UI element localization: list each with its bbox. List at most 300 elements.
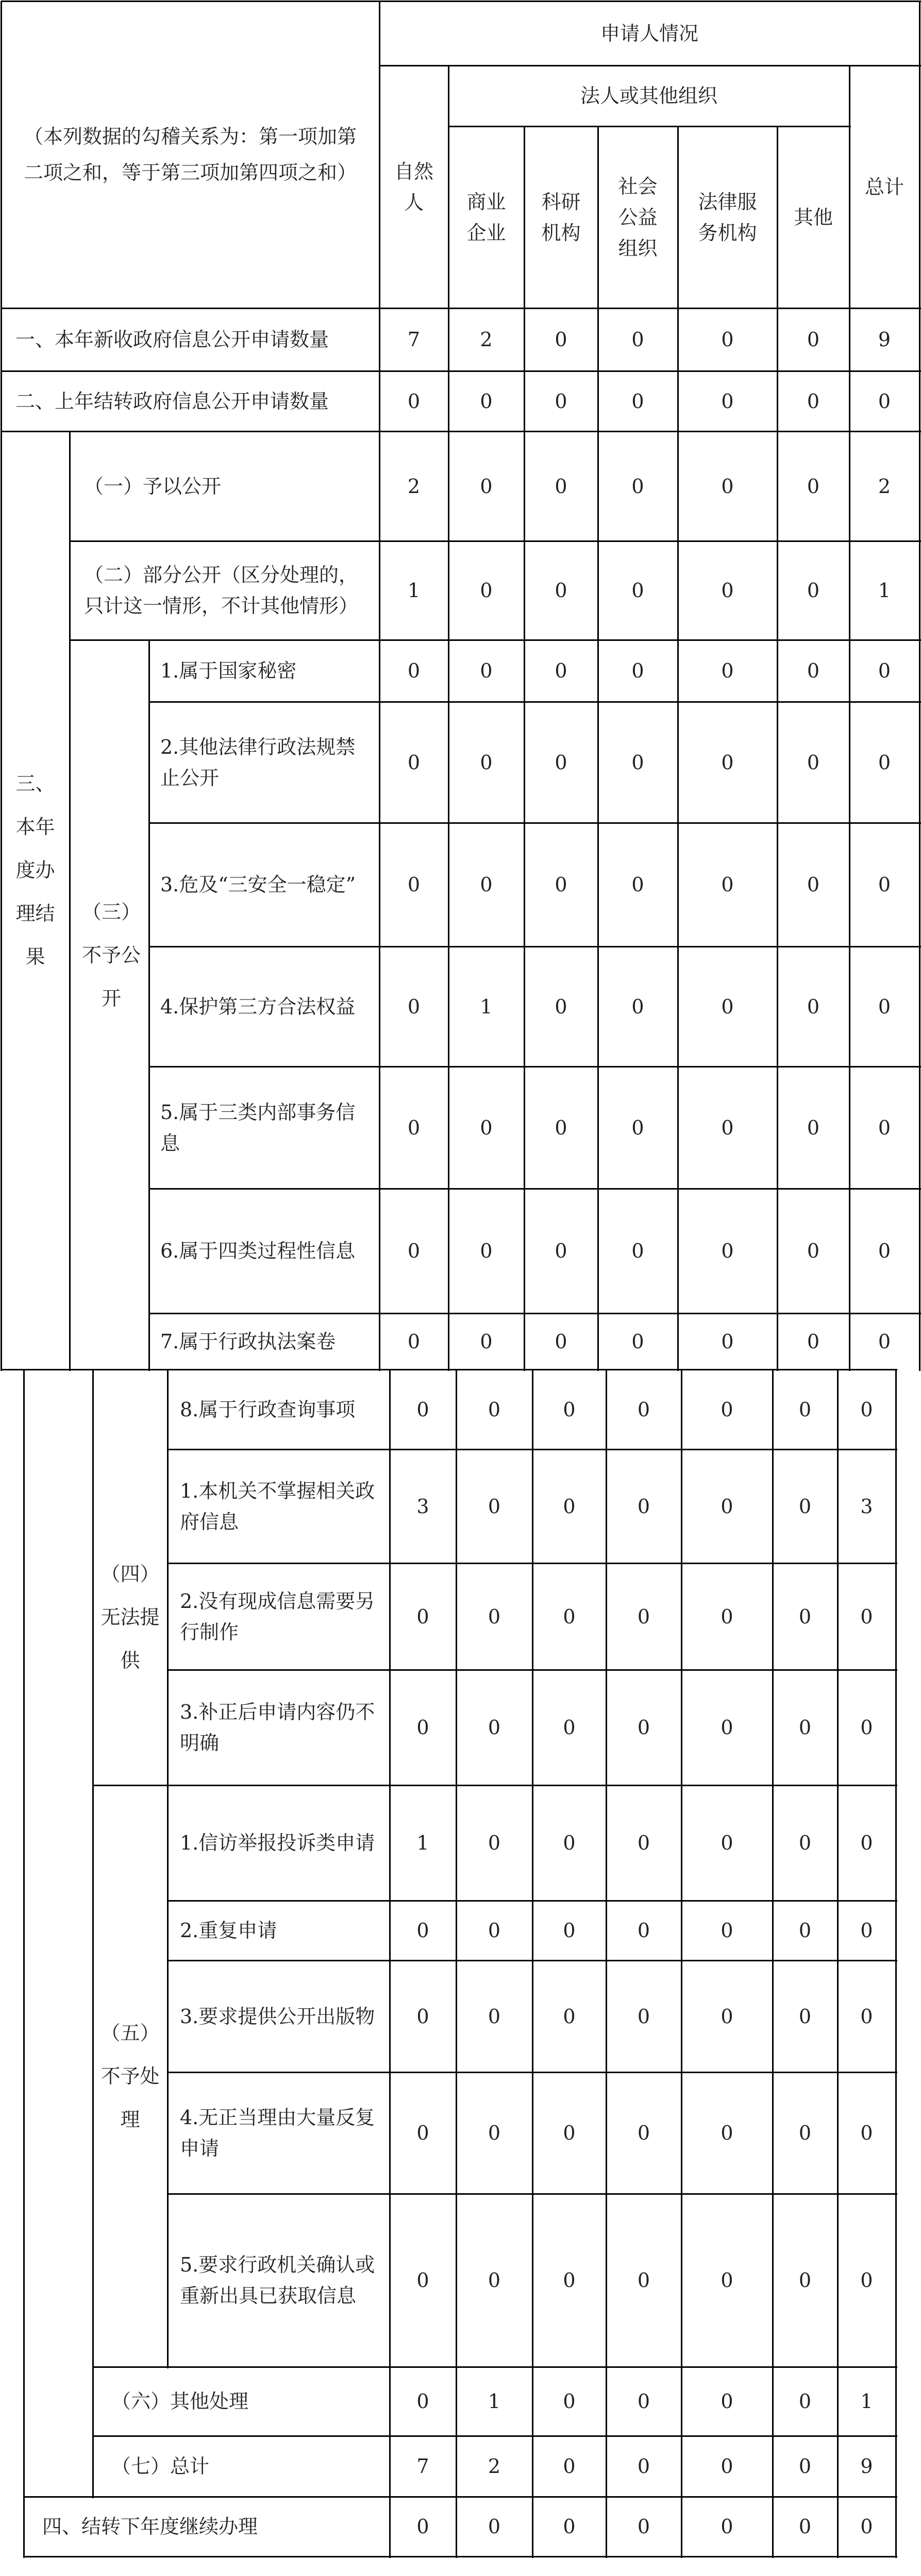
s3-label-text: 三、本年度办理结果	[15, 772, 55, 968]
row-value	[838, 1369, 896, 1449]
row-value-text: 1	[860, 2390, 873, 2413]
row-value	[379, 702, 448, 823]
row-value-text: 0	[407, 995, 421, 1018]
grid-line	[149, 946, 921, 947]
row-value	[598, 946, 678, 1066]
row-label-text: 1.属于国家秘密	[160, 659, 297, 682]
row-value	[678, 946, 777, 1066]
row-value-text: 0	[798, 1495, 812, 1518]
g3-label	[74, 541, 149, 1369]
row-label-text: 2.重复申请	[180, 1919, 277, 1942]
row-value	[606, 1785, 681, 1901]
row-value	[448, 308, 524, 371]
row-value	[838, 1785, 896, 1901]
grid-line	[837, 1369, 839, 2558]
row-value	[777, 946, 849, 1066]
row-value-text: 0	[563, 1398, 576, 1421]
row-value-text: 0	[807, 659, 820, 682]
row-label-text: 2.没有现成信息需要另行制作	[180, 1589, 375, 1643]
row-value	[448, 1313, 524, 1369]
row-value	[777, 371, 849, 431]
row-value	[681, 1670, 773, 1785]
row-label-text: 4.保护第三方合法权益	[160, 995, 356, 1018]
row-value	[838, 1670, 896, 1785]
row-value	[849, 1066, 919, 1189]
row-value	[681, 1449, 773, 1563]
row-value-text: 0	[488, 1832, 501, 1854]
row-value-text: 1	[488, 2390, 501, 2413]
row-value-text: 3	[860, 1495, 873, 1518]
row-value	[598, 371, 678, 431]
row-value-text: 0	[798, 2122, 812, 2144]
row-value	[606, 2194, 681, 2367]
row-value	[532, 2072, 606, 2194]
row-value	[524, 946, 598, 1066]
row-value-text: 0	[563, 2005, 576, 2028]
row-value-text: 0	[798, 2390, 812, 2413]
grid-line	[69, 431, 71, 1371]
row-value-text: 2	[407, 474, 421, 498]
row-label-text: 1.本机关不掌握相关政府信息	[180, 1479, 375, 1533]
row-value	[532, 1449, 606, 1563]
table-right-border	[919, 1, 920, 1371]
row-label	[93, 2436, 390, 2497]
row-value	[678, 371, 777, 431]
row-value-text: 0	[563, 1495, 576, 1518]
row-value-text: 1	[480, 995, 493, 1018]
grid-line	[23, 1369, 25, 2558]
row-value-text: 0	[555, 389, 567, 413]
table-bottom-border	[24, 2556, 897, 2557]
row-value-text: 0	[631, 328, 644, 351]
row-value-text: 0	[860, 2269, 873, 2292]
row-value	[681, 2194, 773, 2367]
row-value-text: 0	[555, 659, 567, 682]
row-value-text: 0	[637, 1716, 650, 1739]
row-value	[598, 1066, 678, 1189]
row-label	[168, 1670, 390, 1785]
row-value	[379, 541, 448, 640]
row-value-text: 0	[798, 1832, 812, 1854]
row-value-text: 1	[416, 1832, 429, 1854]
col-natural-person-text: 自然人	[394, 160, 433, 214]
row-value	[777, 541, 849, 640]
row-value	[838, 2194, 896, 2367]
row-value	[849, 541, 919, 640]
row-value-text: 0	[807, 474, 820, 498]
row-value-text: 0	[637, 2390, 650, 2413]
grid-line	[149, 701, 921, 703]
row-value	[849, 946, 919, 1066]
row-value	[379, 1189, 448, 1313]
row-value-text: 2	[480, 328, 493, 351]
row-value	[777, 1189, 849, 1313]
row-value	[448, 1189, 524, 1313]
row-value-text: 0	[480, 659, 493, 682]
row-value-text: 0	[721, 1116, 734, 1139]
row-value-text: 0	[563, 2455, 576, 2478]
row-value	[532, 1901, 606, 1960]
row-value-text: 0	[488, 2269, 501, 2292]
row-label-text: 3.要求提供公开出版物	[180, 2005, 375, 2028]
row-value	[838, 2497, 896, 2556]
row-value-text: 7	[407, 328, 421, 351]
row-value	[838, 2072, 896, 2194]
row-value	[379, 823, 448, 946]
row-value	[532, 1670, 606, 1785]
row-value-text: 9	[878, 328, 891, 351]
row-value-text: 0	[480, 389, 493, 413]
row-value-text: 0	[416, 2005, 429, 2028]
col-research	[524, 126, 598, 308]
row-value-text: 0	[860, 1919, 873, 1942]
g4-label-text: （四）无法提供	[101, 1563, 160, 1672]
row-value	[456, 1960, 532, 2072]
row-label	[168, 1960, 390, 2072]
row-label-text: 5.要求行政机关确认或重新出具已获取信息	[180, 2253, 375, 2307]
row-value-text: 0	[860, 2122, 873, 2144]
row-value	[606, 1901, 681, 1960]
row-value	[532, 2194, 606, 2367]
row-value	[678, 702, 777, 823]
row-value-text: 0	[480, 474, 493, 498]
row-value	[524, 823, 598, 946]
row-value	[681, 2497, 773, 2556]
row-value-text: 0	[807, 1240, 820, 1262]
row-value	[773, 1670, 838, 1785]
row-value-text: 0	[488, 1398, 501, 1421]
grid-line	[524, 126, 525, 1371]
grid-line	[456, 1369, 457, 2558]
grid-line	[448, 65, 449, 1371]
col-commercial-text: 商业企业	[466, 190, 506, 244]
header-legal-entities	[448, 65, 849, 126]
grid-line	[93, 2435, 897, 2437]
row-value	[681, 2072, 773, 2194]
row-value	[448, 371, 524, 431]
col-legal-service	[678, 126, 777, 308]
row-value	[390, 1563, 456, 1670]
row-label	[149, 1313, 379, 1369]
row-value	[379, 640, 448, 702]
row-value	[524, 308, 598, 371]
row-label-text: 5.属于三类内部事务信息	[160, 1100, 356, 1155]
row-value-text: 7	[416, 2455, 429, 2478]
row-value-text: 0	[488, 1605, 501, 1628]
row-value-text: 2	[488, 2455, 501, 2478]
header-applicant-situation-text: 申请人情况	[600, 22, 698, 45]
row-value	[532, 2367, 606, 2436]
grid-line	[448, 126, 851, 127]
row-value-text: 0	[480, 751, 493, 774]
row-label-text: （一）予以公开	[84, 474, 222, 498]
row-value	[390, 1785, 456, 1901]
row-value-text: 0	[555, 1240, 567, 1262]
row-value	[681, 1960, 773, 2072]
row-value-text: 0	[721, 389, 734, 413]
row-value	[456, 2367, 532, 2436]
row-value	[606, 2497, 681, 2556]
s3-label	[1, 371, 70, 1369]
row-value-text: 0	[416, 2515, 429, 2538]
grid-line	[149, 1066, 921, 1067]
row-value	[532, 1369, 606, 1449]
row-value-text: 0	[860, 1398, 873, 1421]
row-label-text: 3.危及“三安全一稳定”	[160, 873, 356, 896]
row-value	[838, 2436, 896, 2497]
row-value	[681, 2367, 773, 2436]
row-value-text: 0	[798, 2269, 812, 2292]
row-value	[448, 1066, 524, 1189]
row-value-text: 0	[416, 1716, 429, 1739]
row-value-text: 0	[407, 1330, 421, 1353]
row-value-text: 0	[637, 2515, 650, 2538]
col-public-welfare	[598, 126, 678, 308]
row-value-text: 0	[631, 995, 644, 1018]
row-value-text: 0	[407, 751, 421, 774]
row-value	[678, 431, 777, 541]
col-commercial	[448, 126, 524, 308]
row-label	[93, 2367, 390, 2436]
col-public-welfare-text: 社会公益组织	[618, 175, 658, 260]
row-value	[773, 1369, 838, 1449]
row-value-text: 0	[555, 474, 567, 498]
row-value	[598, 1189, 678, 1313]
row-label-text: 2.其他法律行政法规禁止公开	[160, 735, 356, 789]
row-value	[849, 640, 919, 702]
row-value-text: 0	[878, 873, 891, 896]
row-value-text: 0	[721, 474, 734, 498]
row-value-text: 0	[488, 2005, 501, 2028]
row-label	[168, 1449, 390, 1563]
row-value-text: 0	[416, 2122, 429, 2144]
row-value	[849, 371, 919, 431]
row-value	[606, 2436, 681, 2497]
grid-line	[597, 126, 599, 1371]
row-value-text: 0	[555, 751, 567, 774]
row-value	[606, 1563, 681, 1670]
row-label	[149, 702, 379, 823]
row-value	[379, 431, 448, 541]
row-value-text: 0	[798, 2455, 812, 2478]
row-value-text: 0	[860, 1605, 873, 1628]
row-label	[168, 2194, 390, 2367]
row-label-text: 8.属于行政查询事项	[180, 1398, 356, 1421]
row-value	[849, 308, 919, 371]
header-note-text: （本列数据的勾稽关系为：第一项加第二项之和，等于第三项加第四项之和）	[23, 125, 357, 184]
row-value-text: 0	[807, 751, 820, 774]
row-label-text: 一、本年新收政府信息公开申请数量	[15, 328, 329, 351]
row-value	[379, 1313, 448, 1369]
row-value-text: 0	[807, 1330, 820, 1353]
row-value	[606, 1960, 681, 2072]
row-value-text: 0	[416, 1919, 429, 1942]
g3-label-text: （三）不予公开	[82, 901, 141, 1010]
row-value-text: 0	[807, 995, 820, 1018]
row-value	[390, 2194, 456, 2367]
row-value-text: 0	[721, 1398, 733, 1421]
row-label	[1, 308, 379, 371]
row-value-text: 0	[480, 1240, 493, 1262]
row-value	[532, 2436, 606, 2497]
row-value	[773, 1785, 838, 1901]
row-value	[678, 308, 777, 371]
row-label-text: （六）其他处理	[111, 2390, 249, 2413]
row-value	[773, 1901, 838, 1960]
col-other-text: 其他	[793, 206, 833, 229]
row-value-text: 0	[488, 2515, 501, 2538]
row-value	[606, 1369, 681, 1449]
row-value	[524, 640, 598, 702]
row-value	[849, 1313, 919, 1369]
row-value	[390, 2497, 456, 2556]
row-value	[532, 1960, 606, 2072]
row-value-text: 0	[721, 1330, 734, 1353]
row-value-text: 0	[631, 579, 644, 602]
row-value	[448, 541, 524, 640]
row-value-text: 0	[480, 873, 493, 896]
row-value-text: 1	[407, 579, 421, 602]
row-value-text: 0	[798, 1398, 812, 1421]
col-total-text: 总计	[864, 175, 904, 198]
grid-line	[895, 1369, 897, 2558]
grid-line	[677, 126, 679, 1371]
row-value	[456, 1563, 532, 1670]
row-value-text: 0	[631, 873, 644, 896]
row-value-text: 0	[563, 2515, 576, 2538]
row-label-text: （二）部分公开（区分处理的，只计这一情形，不计其他情形）	[84, 564, 359, 617]
row-value-text: 9	[860, 2455, 873, 2478]
row-label	[70, 541, 379, 640]
row-value-text: 0	[807, 873, 820, 896]
row-value-text: 0	[721, 1240, 734, 1262]
row-value	[456, 1901, 532, 1960]
grid-line	[379, 65, 921, 66]
row-value-text: 0	[488, 1716, 501, 1739]
row-value-text: 0	[721, 1605, 733, 1628]
row-value-text: 0	[637, 1832, 650, 1854]
row-value-text: 0	[721, 2390, 733, 2413]
header-legal-entities-text: 法人或其他组织	[580, 84, 717, 107]
row-value	[849, 702, 919, 823]
row-value	[777, 1066, 849, 1189]
row-value	[456, 1369, 532, 1449]
row-value-text: 0	[878, 659, 891, 682]
row-value	[456, 1670, 532, 1785]
grid-line	[777, 126, 778, 1371]
row-value-text: 0	[860, 1832, 873, 1854]
row-value-text: 0	[555, 873, 567, 896]
row-value-text: 0	[488, 2122, 501, 2144]
row-value	[448, 946, 524, 1066]
row-value	[379, 1066, 448, 1189]
row-value	[681, 1785, 773, 1901]
row-value-text: 0	[878, 995, 891, 1018]
row-value	[838, 1901, 896, 1960]
row-value	[524, 371, 598, 431]
row-value	[379, 308, 448, 371]
row-value-text: 0	[721, 2455, 733, 2478]
row-value-text: 0	[631, 751, 644, 774]
row-label	[1, 371, 379, 431]
row-value	[598, 823, 678, 946]
row-label-text: （七）总计	[111, 2455, 210, 2478]
row-value-text: 0	[416, 1605, 429, 1628]
row-value	[524, 1066, 598, 1189]
row-value	[849, 823, 919, 946]
row-value	[681, 1369, 773, 1449]
row-value-text: 0	[721, 579, 734, 602]
row-label-text: 7.属于行政执法案卷	[160, 1330, 336, 1353]
grid-line	[772, 1369, 774, 2558]
grid-line	[167, 1369, 169, 2368]
grid-line	[849, 65, 850, 1371]
row-value	[849, 1189, 919, 1313]
row-value-text: 0	[563, 1832, 576, 1854]
row-value	[838, 1960, 896, 2072]
row-value-text: 0	[798, 1919, 812, 1942]
row-value-text: 0	[721, 995, 734, 1018]
row-value-text: 0	[878, 1116, 891, 1139]
grid-line	[93, 1785, 897, 1786]
row-value	[678, 1189, 777, 1313]
row-value	[678, 823, 777, 946]
row-value-text: 0	[563, 1716, 576, 1739]
row-value	[838, 1449, 896, 1563]
header-applicant-situation	[379, 1, 919, 65]
row-value-text: 0	[563, 2122, 576, 2144]
row-value-text: 0	[555, 579, 567, 602]
grid-line	[149, 1188, 921, 1190]
row-value-text: 0	[637, 1495, 650, 1518]
row-value	[532, 1785, 606, 1901]
row-value-text: 0	[416, 2269, 429, 2292]
row-label	[149, 1189, 379, 1313]
row-value	[379, 946, 448, 1066]
grid-line	[148, 640, 150, 1371]
row-value	[524, 1313, 598, 1369]
row-value-text: 0	[407, 659, 421, 682]
grid-line	[149, 1313, 921, 1314]
row-value	[777, 702, 849, 823]
row-value	[598, 541, 678, 640]
row-value-text: 0	[637, 1919, 650, 1942]
col-other	[777, 126, 849, 308]
row-value	[777, 431, 849, 541]
row-value-text: 0	[878, 1330, 891, 1353]
row-value	[606, 2072, 681, 2194]
row-value	[456, 2194, 532, 2367]
row-value	[448, 640, 524, 702]
row-value	[773, 2436, 838, 2497]
row-value-text: 0	[721, 2515, 733, 2538]
row-value-text: 2	[878, 474, 891, 498]
row-value-text: 0	[555, 995, 567, 1018]
grid-line	[1, 431, 921, 432]
row-label	[168, 1785, 390, 1901]
row-value-text: 0	[480, 1116, 493, 1139]
grid-line	[93, 2366, 897, 2368]
row-value	[773, 2194, 838, 2367]
row-value-text: 0	[878, 751, 891, 774]
row-value-text: 0	[721, 1919, 733, 1942]
row-value	[773, 2497, 838, 2556]
row-value-text: 0	[637, 1398, 650, 1421]
row-value-text: 0	[721, 2122, 733, 2144]
row-value-text: 0	[798, 1716, 812, 1739]
grid-line	[1, 308, 921, 309]
col-legal-service-text: 法律服务机构	[698, 190, 757, 244]
